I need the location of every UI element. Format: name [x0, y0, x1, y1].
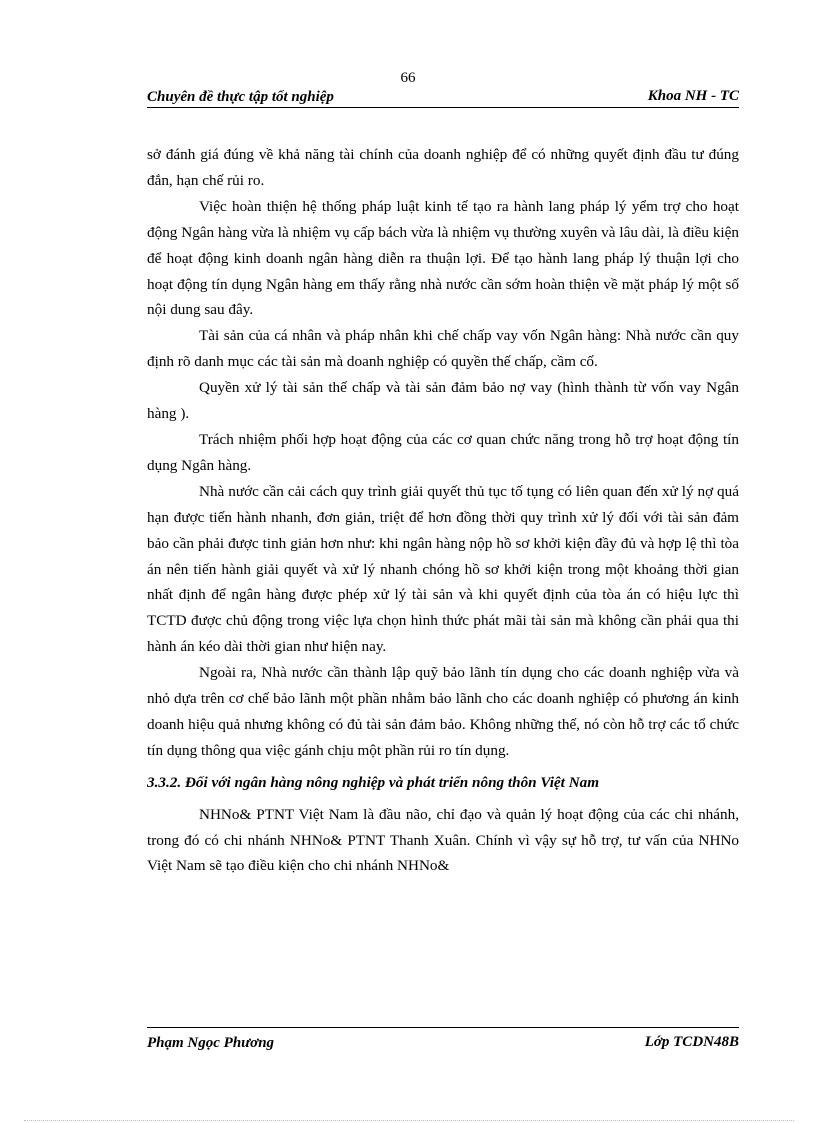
- paragraph-3: Tài sản của cá nhân và pháp nhân khi chế chấp vay vốn Ngân hàng: Nhà nước cần quy định rõ danh mục các tài sản mà doanh nghiệp có quyền thế chấp, cầm cố.: [147, 327, 739, 371]
- header-left: Chuyên đề thực tập tốt nghiệp: [147, 89, 334, 105]
- paragraph-7: Ngoài ra, Nhà nước cần thành lập quỹ bảo lãnh tín dụng cho các doanh nghiệp vừa và nhỏ dựa trên cơ chế bảo lãnh một phần nhằm bảo lãnh cho các doanh nghiệp có phương án kinh doanh hiệu quả nhưng không có đủ tài sản đảm bảo. Không những thế, nó còn hỗ trợ các tổ chức tín dụng thông qua việc gánh chịu một phần rủi ro tín dụng.: [147, 664, 739, 759]
- page-footer: [147, 1027, 739, 1052]
- paragraph-4: Quyền xử lý tài sản thế chấp và tài sản đảm bảo nợ vay (hình thành từ vốn vay Ngân hàng ).: [147, 379, 739, 423]
- paragraph-1: sở đánh giá đúng về khả năng tài chính của doanh nghiệp để có những quyết định đầu tư đúng đắn, hạn chế rủi ro.: [147, 146, 739, 189]
- footer-right: Lớp TCDN48B: [644, 1034, 739, 1050]
- header-right: Khoa NH - TC: [647, 88, 739, 104]
- page-number: 66: [400, 70, 416, 86]
- paragraph-2: Việc hoàn thiện hệ thống pháp luật kinh tế tạo ra hành lang pháp lý yểm trợ cho hoạt động Ngân hàng vừa là nhiệm vụ cấp bách vừa là nhiệm vụ thường xuyên và lâu dài, là điều kiện để hoạt động kinh doanh ngân hàng diễn ra thuận lợi. Để tạo hành lang pháp lý thuận lợi cho hoạt động tín dụng Ngân hàng em thấy rằng nhà nước cần sớm hoàn thiện về mặt pháp lý một số nội dung sau đây.: [147, 197, 739, 319]
- footer-left: Phạm Ngọc Phương: [147, 1035, 275, 1051]
- document-body: [147, 142, 739, 879]
- section-heading: 3.3.2. Đối với ngân hàng nông nghiệp và phát triển nông thôn Việt Nam: [147, 773, 600, 791]
- page-bottom-divider: [24, 1120, 794, 1121]
- page-header: [147, 88, 739, 108]
- paragraph-6: Nhà nước cần cải cách quy trình giải quyết thủ tục tố tụng có liên quan đến xử lý nợ quá hạn được tiến hành nhanh, đơn giản, triệt để hơn đồng thời quy trình xử lý đối với tài sản đảm bảo cần phải được tinh giản hơn như: khi ngân hàng nộp hồ sơ khởi kiện đầy đủ và hợp lệ thì tòa án nên tiến hành giải quyết và xử lý nhanh chóng hồ sơ khởi kiện trong một khoảng thời gian nhất định để ngân hàng được phép xử lý tài sản và khi quyết định của tòa án có hiệu lực thì TCTD được chủ động trong việc lựa chọn hình thức phát mãi tài sản mà không cần phải qua thi hành án kéo dài thời gian như hiện nay.: [147, 482, 739, 656]
- paragraph-8: NHNo& PTNT Việt Nam là đầu não, chỉ đạo và quản lý hoạt động của các chi nhánh, trong đó có chi nhánh NHNo& PTNT Thanh Xuân. Chính vì vậy sự hỗ trợ, tư vấn của NHNo Việt Nam sẽ tạo điều kiện cho chi nhánh NHNo&: [147, 805, 739, 875]
- paragraph-5: Trách nhiệm phối hợp hoạt động của các cơ quan chức năng trong hỗ trợ hoạt động tín dụng Ngân hàng.: [147, 430, 739, 474]
